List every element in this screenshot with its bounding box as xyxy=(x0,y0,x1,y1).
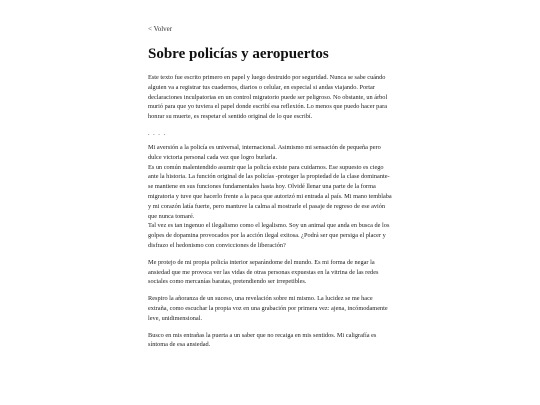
section-separator: . . . . xyxy=(148,129,167,137)
article-paragraph-3: Me protejo de mi propia policía interior separándome del mundo. Es mi forma de negar la ansiedad que me provoca ver las vidas de otras personas expuestas en la vitrina de las redes sociales como mercanías baratas, pretendiendo ser irrepetibles. xyxy=(148,258,379,286)
paragraph-2-line-1: Mi aversión a la policía es universal, internacional. Asimismo mi sensación de pequeña pero dulce victoria personal cada vez que logro burlarla. xyxy=(148,143,381,161)
article-intro-paragraph: Este texto fue escrito primero en papel y luego destruido por seguridad. Nunca se sabe cuándo alguien va a registrar tus cuadernos, diarios o celular, en especial si andas viajando. Portar declaraciones inculpatorias en un control migratorio puede ser peligroso. No obstante, un árbol murió para que yo tuviera el papel donde escribí esa reflexión. Lo menos que puedo hacer para honrar su muerte, es respetar el sentido original de lo que escribí. xyxy=(148,74,388,121)
article-paragraph-2 xyxy=(148,143,394,251)
article-paragraph-5: Busco en mis entrañas la puerta a un saber que no recaiga en mis sentidos. Mi caligrafía es síntoma de esa ansiedad. xyxy=(148,331,377,349)
article-title: Sobre policías y aeropuertos xyxy=(148,46,329,62)
article-paragraph-4: Respiro la añoranza de un suceso, una revelación sobre mi mismo. La lucidez se me hace extraña, como escuchar la propia voz en una grabación por primera vez: ajena, incómodamente leve, unidimensional. xyxy=(148,295,388,322)
back-link[interactable]: < Volver xyxy=(148,25,173,33)
article xyxy=(148,18,394,357)
paragraph-2-line-2: Es un común malentendido asumir que la policía existe para cuidarnos. Ese supuesto es ciego ante la historia. La función original de las policías -proteger la propiedad de la clase dominante- se mantiene en sus funciones fundamentales hasta hoy. Olvidé llenar una parte de la forma migratoria y tuve que hacerlo frente a la paca que autorizó mi entrada al país. Mi mano temblaba y mi corazón latía fuerte, pero mantuve la calma al mostrarle el pasaje de regreso de ese avión que nunca tomaré. xyxy=(148,163,392,220)
paragraph-2-line-3: Tal vez es tan ingenuo el ilegalismo como el legalismo. Soy un animal que anda en busca de los golpes de dopamina provocados por la acción ilegal exitosa. ¿Podrá ser que persiga el placer y disfrazo el hedonismo con convicciones de liberación? xyxy=(148,222,390,249)
